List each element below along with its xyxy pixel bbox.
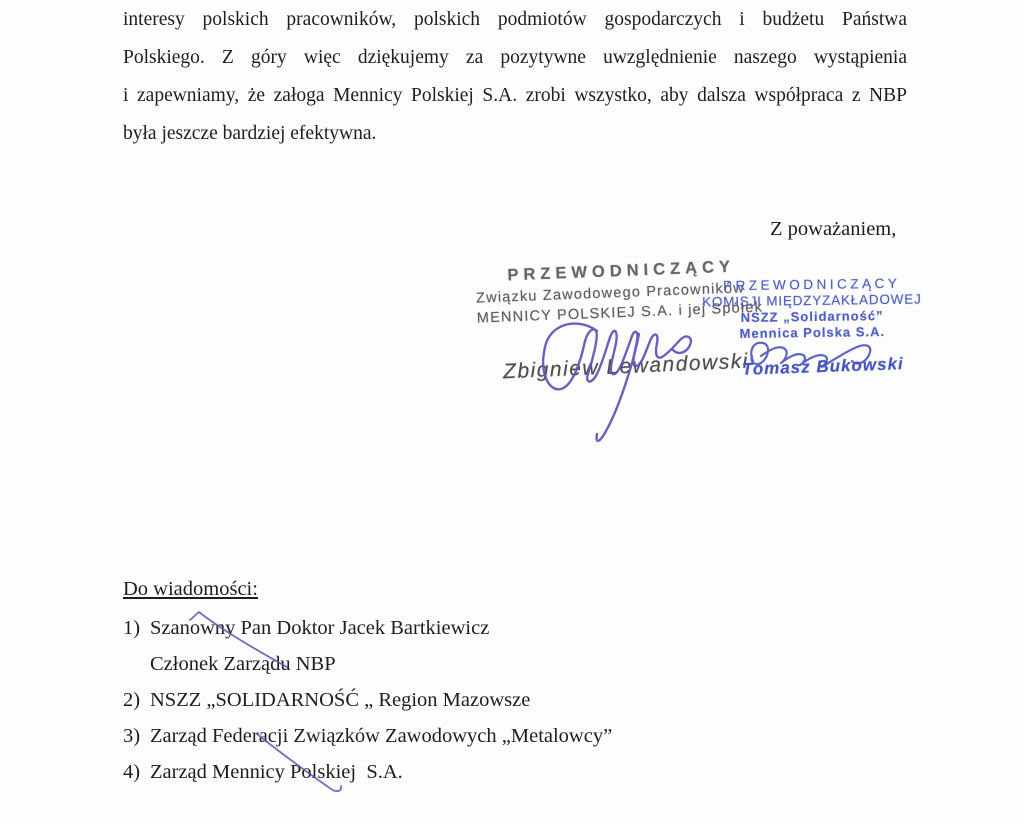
stamp-right-line3: NSZZ „Solidarność” xyxy=(740,308,884,325)
stamp-right-title: PRZEWODNICZĄCY xyxy=(722,275,901,294)
body-line-1: interesy polskich pracowników, polskich podmiotów gospodarczych i budżetu Państwa xyxy=(123,9,907,30)
item-text: NSZZ „SOLIDARNOŚĆ „ Region Mazowsze xyxy=(150,689,531,711)
list-item-4 xyxy=(123,761,612,784)
body-line-2: Polskiego. Z góry więc dziękujemy za pozytywne uwzględnienie naszego wystąpienia xyxy=(123,47,907,68)
item-text: Zarząd Federacji Związków Zawodowych „Metalowcy” xyxy=(150,725,613,747)
list-item-3 xyxy=(123,725,612,748)
list-item-1-subline: Członek Zarządu NBP xyxy=(150,653,336,675)
stamp-solidarnosc-chairman xyxy=(696,275,929,342)
stamp-left-line2: Związku Zawodowego Pracowników xyxy=(475,280,746,307)
stamp-right-line4: Mennica Polska S.A. xyxy=(739,323,886,342)
item-number: 2) xyxy=(123,689,141,711)
list-item-1 xyxy=(123,617,612,640)
stamp-right-line2: KOMISJI MIĘDZYZAKŁADOWEJ xyxy=(702,291,922,310)
item-number: 4) xyxy=(123,761,141,783)
body-line-4: była jeszcze bardziej efektywna. xyxy=(123,123,377,144)
closing-salutation: Z poważaniem, xyxy=(770,218,897,240)
item-text: Szanowny Pan Doktor Jacek Bartkiewicz xyxy=(150,617,490,639)
stamp-left-title: PRZEWODNICZĄCY xyxy=(507,257,736,285)
item-number: 3) xyxy=(123,725,141,747)
distribution-list xyxy=(123,578,612,784)
list-item-2 xyxy=(123,689,612,712)
item-number: 1) xyxy=(123,617,141,639)
name-zbigniew-lewandowski: Zbigniew Lewandowski xyxy=(502,349,750,384)
distribution-heading: Do wiadomości: xyxy=(123,578,258,600)
stamp-left-line3: MENNICY POLSKIEJ S.A. i jej Spółek xyxy=(476,299,764,327)
body-line-3: i zapewniamy, że załoga Mennicy Polskiej S.A. zrobi wszystko, aby dalsza współpraca z NBP xyxy=(123,85,907,106)
name-tomasz-bukowski: Tomasz Bukowski xyxy=(741,354,905,379)
item-text: Zarząd Mennicy Polskiej S.A. xyxy=(150,761,403,783)
letter-body xyxy=(123,1,907,153)
signature-lewandowski xyxy=(543,324,691,441)
